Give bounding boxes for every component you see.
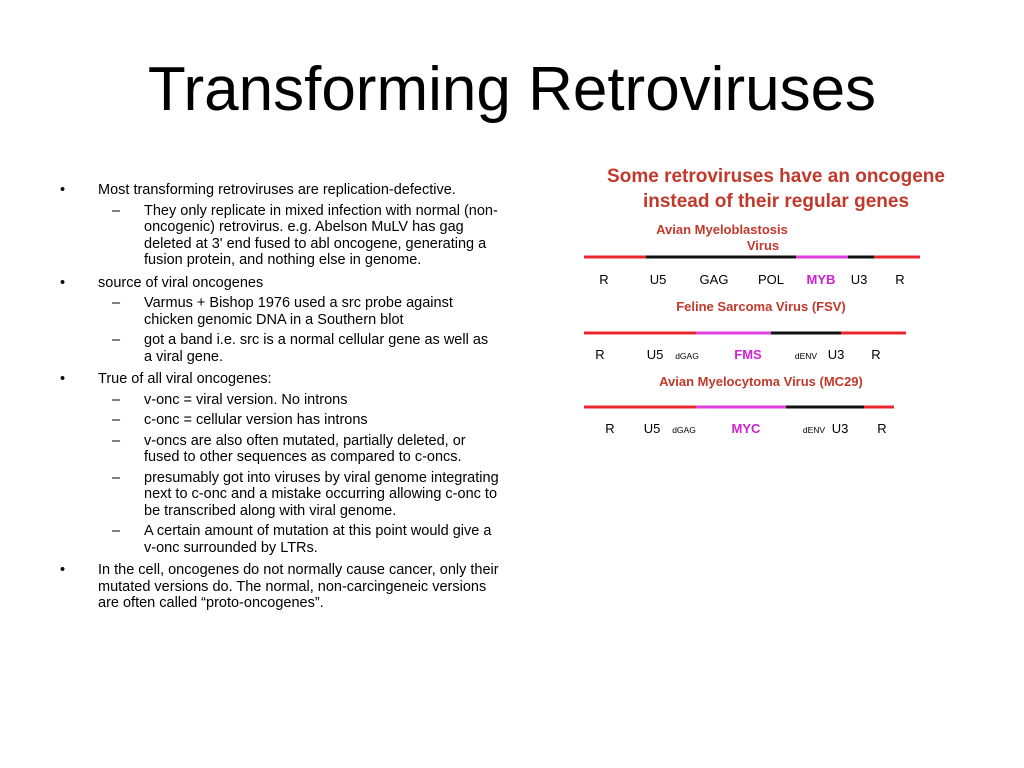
sub-bullet-item [98,392,500,409]
oncogene-label: FMS [734,347,762,362]
slide-title: Transforming Retroviruses [147,55,877,124]
retrovirus-genome-figure [556,164,996,474]
bullet-text: source of viral oncogenes [98,274,264,291]
bullet-text: In the cell, oncogenes do not normally cause cancer, only their mutated versions do. The normal, non-carcingeneic versions are often called “proto-oncogenes”. [98,562,499,611]
virus-name-amv-line2: Virus [746,238,780,253]
bullet-text: True of all viral oncogenes: [98,371,272,387]
gene-label: R [595,347,605,362]
gene-label: U5 [649,272,667,287]
gene-label: dGAG [675,351,699,361]
gene-label: U5 [646,347,664,362]
dash-mark: – [112,202,121,219]
dash-mark: – [112,523,121,539]
bullet-mark: • [60,562,66,578]
sub-bullet-text: They only replicate in mixed infection with normal (non-oncogenic) retrovirus. e.g. Abelson MuLV has gag deleted at 3' end fused to abl oncogene, generating a fusion protein, and nothing else in genome. [144,202,498,268]
sub-bullet-item [98,203,500,269]
dash-mark: – [112,412,121,428]
dash-mark: – [112,391,121,408]
gene-label: U5 [643,421,661,436]
dash-mark: – [112,332,121,348]
sub-bullet-list [98,295,500,365]
sub-bullet-text: v-onc = viral version. No introns [144,391,348,408]
figure-heading-line2: instead of their regular genes [642,191,910,212]
gene-label: GAG [699,272,729,287]
figure-heading [556,164,996,214]
figure-heading-line1: Some retroviruses have an oncogene [607,166,945,187]
sub-bullet-item [98,470,500,520]
bullet-text: Most transforming retroviruses are replication-defective. [98,182,456,198]
sub-bullet-list [98,392,500,557]
gene-label: dGAG [672,425,696,435]
oncogene-label: MYB [806,272,836,287]
sub-bullet-list [98,203,500,269]
dash-mark: – [112,469,121,486]
gene-label: U3 [827,347,845,362]
bullet-item [60,182,500,269]
gene-label: R [871,347,881,362]
sub-bullet-text: A certain amount of mutation at this point would give a v-onc surrounded by LTRs. [144,523,492,556]
genome-diagram [556,214,996,464]
sub-bullet-text: Varmus + Bishop 1976 used a src probe against chicken genomic DNA in a Southern blot [144,295,453,328]
sub-bullet-item [98,523,500,556]
gene-label: dENV [802,425,826,435]
bullet-mark: • [60,274,66,291]
gene-label: dENV [794,351,818,361]
gene-label: U3 [850,272,868,287]
gene-label: POL [757,272,785,287]
sub-bullet-item [98,332,500,365]
gene-label: R [599,272,609,287]
gene-label: R [895,272,905,287]
virus-name-fsv: Feline Sarcoma Virus (FSV) [676,299,846,314]
gene-label: U3 [831,421,849,436]
sub-bullet-item [98,433,500,466]
sub-bullet-text: presumably got into viruses by viral genome integrating next to c-onc and a mistake occurring allowing c-onc to be transcribed along with viral genome. [144,469,499,519]
virus-name-amv: Avian Myeloblastosis [656,222,788,237]
sub-bullet-item [98,295,500,328]
bullet-item [60,562,500,612]
dash-mark: – [112,432,121,449]
bullet-list [60,182,500,618]
sub-bullet-text: v-oncs are also often mutated, partially deleted, or fused to other sequences as compared to c-oncs. [144,432,466,465]
oncogene-label: MYC [731,421,761,436]
bullet-item [60,371,500,556]
sub-bullet-text: got a band i.e. src is a normal cellular gene as well as a viral gene. [144,332,489,365]
gene-label: R [877,421,887,436]
bullet-item [60,275,500,366]
sub-bullet-item [98,412,500,429]
sub-bullet-text: c-onc = cellular version has introns [144,412,368,428]
bullet-mark: • [60,371,66,387]
bullet-mark: • [60,182,66,198]
dash-mark: – [112,295,121,311]
gene-label: R [605,421,615,436]
virus-name-mc29: Avian Myelocytoma Virus (MC29) [659,374,863,389]
